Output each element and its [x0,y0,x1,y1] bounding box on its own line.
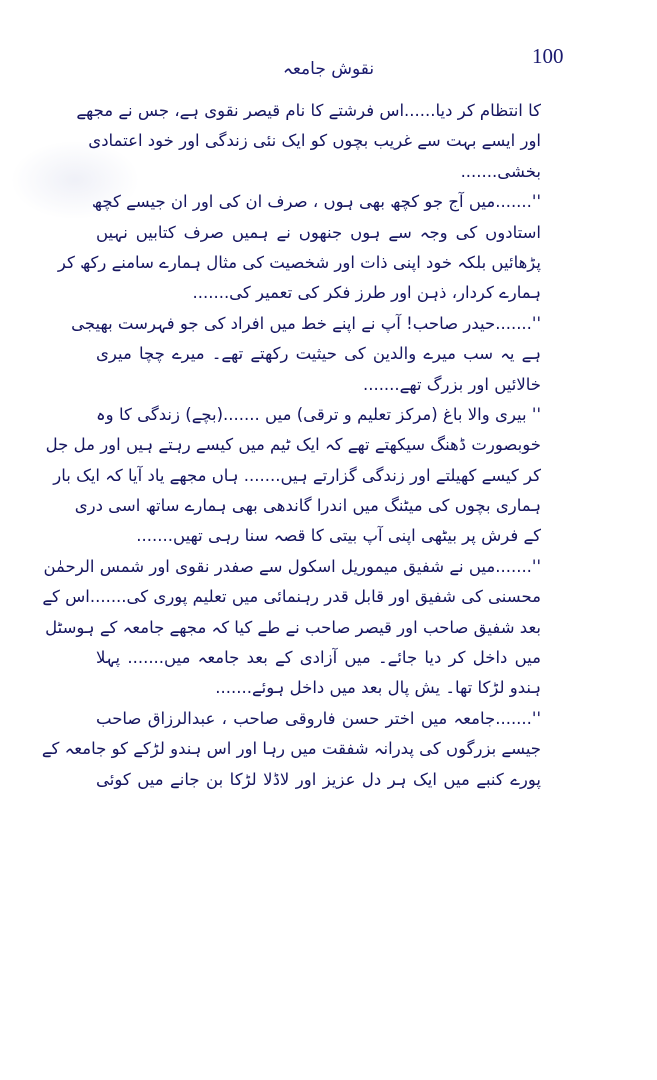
text-line: ''.......میں آج جو کچھ بھی ہوں ، صرف ان کی اور ان جیسے کچھ [91,192,541,212]
text-line: ''.......حیدر صاحب! آپ نے اپنے خط میں افراد کی جو فہرست بھیجی [71,313,541,333]
text-line: محسنی کی شفیق اور قابل قدر رہنمائی میں تعلیم پوری کی.......اس کے [42,587,541,607]
text-line: میں داخل کر دیا جائے۔ میں آزادی کے بعد جامعہ میں....... پہلا [96,648,541,668]
text-line: کر کیسے کھیلتے اور زندگی گزارتے ہیں....... ہاں مجھے یاد آیا کہ ایک بار [53,465,541,485]
text-line: خالائیں اور بزرگ تھے....... [362,374,541,394]
page-number: 100 [532,44,564,68]
text-line: پورے کنبے میں ایک ہر دل عزیز اور لاڈلا لڑکا بن جانے میں کوئی [96,769,541,789]
text-line: ہماری بچوں کی میٹنگ میں اندرا گاندھی بھی ہمارے ساتھ اسی دری [74,496,541,516]
text-line: ''.......میں نے شفیق میموریل اسکول سے صفدر نقوی اور شمس الرحمٰن [43,556,541,576]
text-line: بعد شفیق صاحب اور قیصر صاحب نے طے کیا کہ مجھے جامعہ کے ہوسٹل [45,617,541,637]
text-line: ہمارے کردار، ذہن اور طرز فکر کی تعمیر کی....... [192,283,541,303]
text-line: ہے یہ سب میرے والدین کی حیثیت رکھتے تھے۔ میرے چچا میری [96,344,541,364]
text-line: '' بیری والا باغ (مرکز تعلیم و ترقی) میں .......(بچے) زندگی کا وہ [96,404,541,424]
text-line: اور ایسے بہت سے غریب بچوں کو ایک نئی زندگی اور خود اعتمادی [88,131,541,151]
text-line: بخشی....... [460,161,541,181]
text-line: خوبصورت ڈھنگ سیکھتے تھے کہ ایک ٹیم میں کیسے رہتے ہیں اور مل جل [45,435,541,455]
text-line: جیسے بزرگوں کی پدرانہ شفقت میں رہا اور اس ہندو لڑکے کو جامعہ کے [41,739,541,759]
text-line: ہندو لڑکا تھا۔ یش پال بعد میں داخل ہوئے....... [215,678,541,698]
text-line: پڑھائیں بلکہ خود اپنی ذات اور شخصیت کی مثال ہمارے سامنے رکھ کر [57,252,541,272]
running-header-title: نقوش جامعہ [282,59,375,79]
text-line: کا انتظام کر دیا......اس فرشتے کا نام قیصر نقوی ہے، جس نے مجھے [76,101,541,120]
text-line: کے فرش پر بیٹھی اپنی آپ بیتی کا قصہ سنا رہی تھیں....... [136,526,541,546]
text-line: ''.......جامعہ میں اختر حسن فاروقی صاحب ، عبدالرزاق صاحب [96,708,541,728]
body-text [41,96,541,795]
text-line: استادوں کی وجہ سے ہوں جنھوں نے ہمیں صرف کتابیں نہیں [96,222,541,242]
